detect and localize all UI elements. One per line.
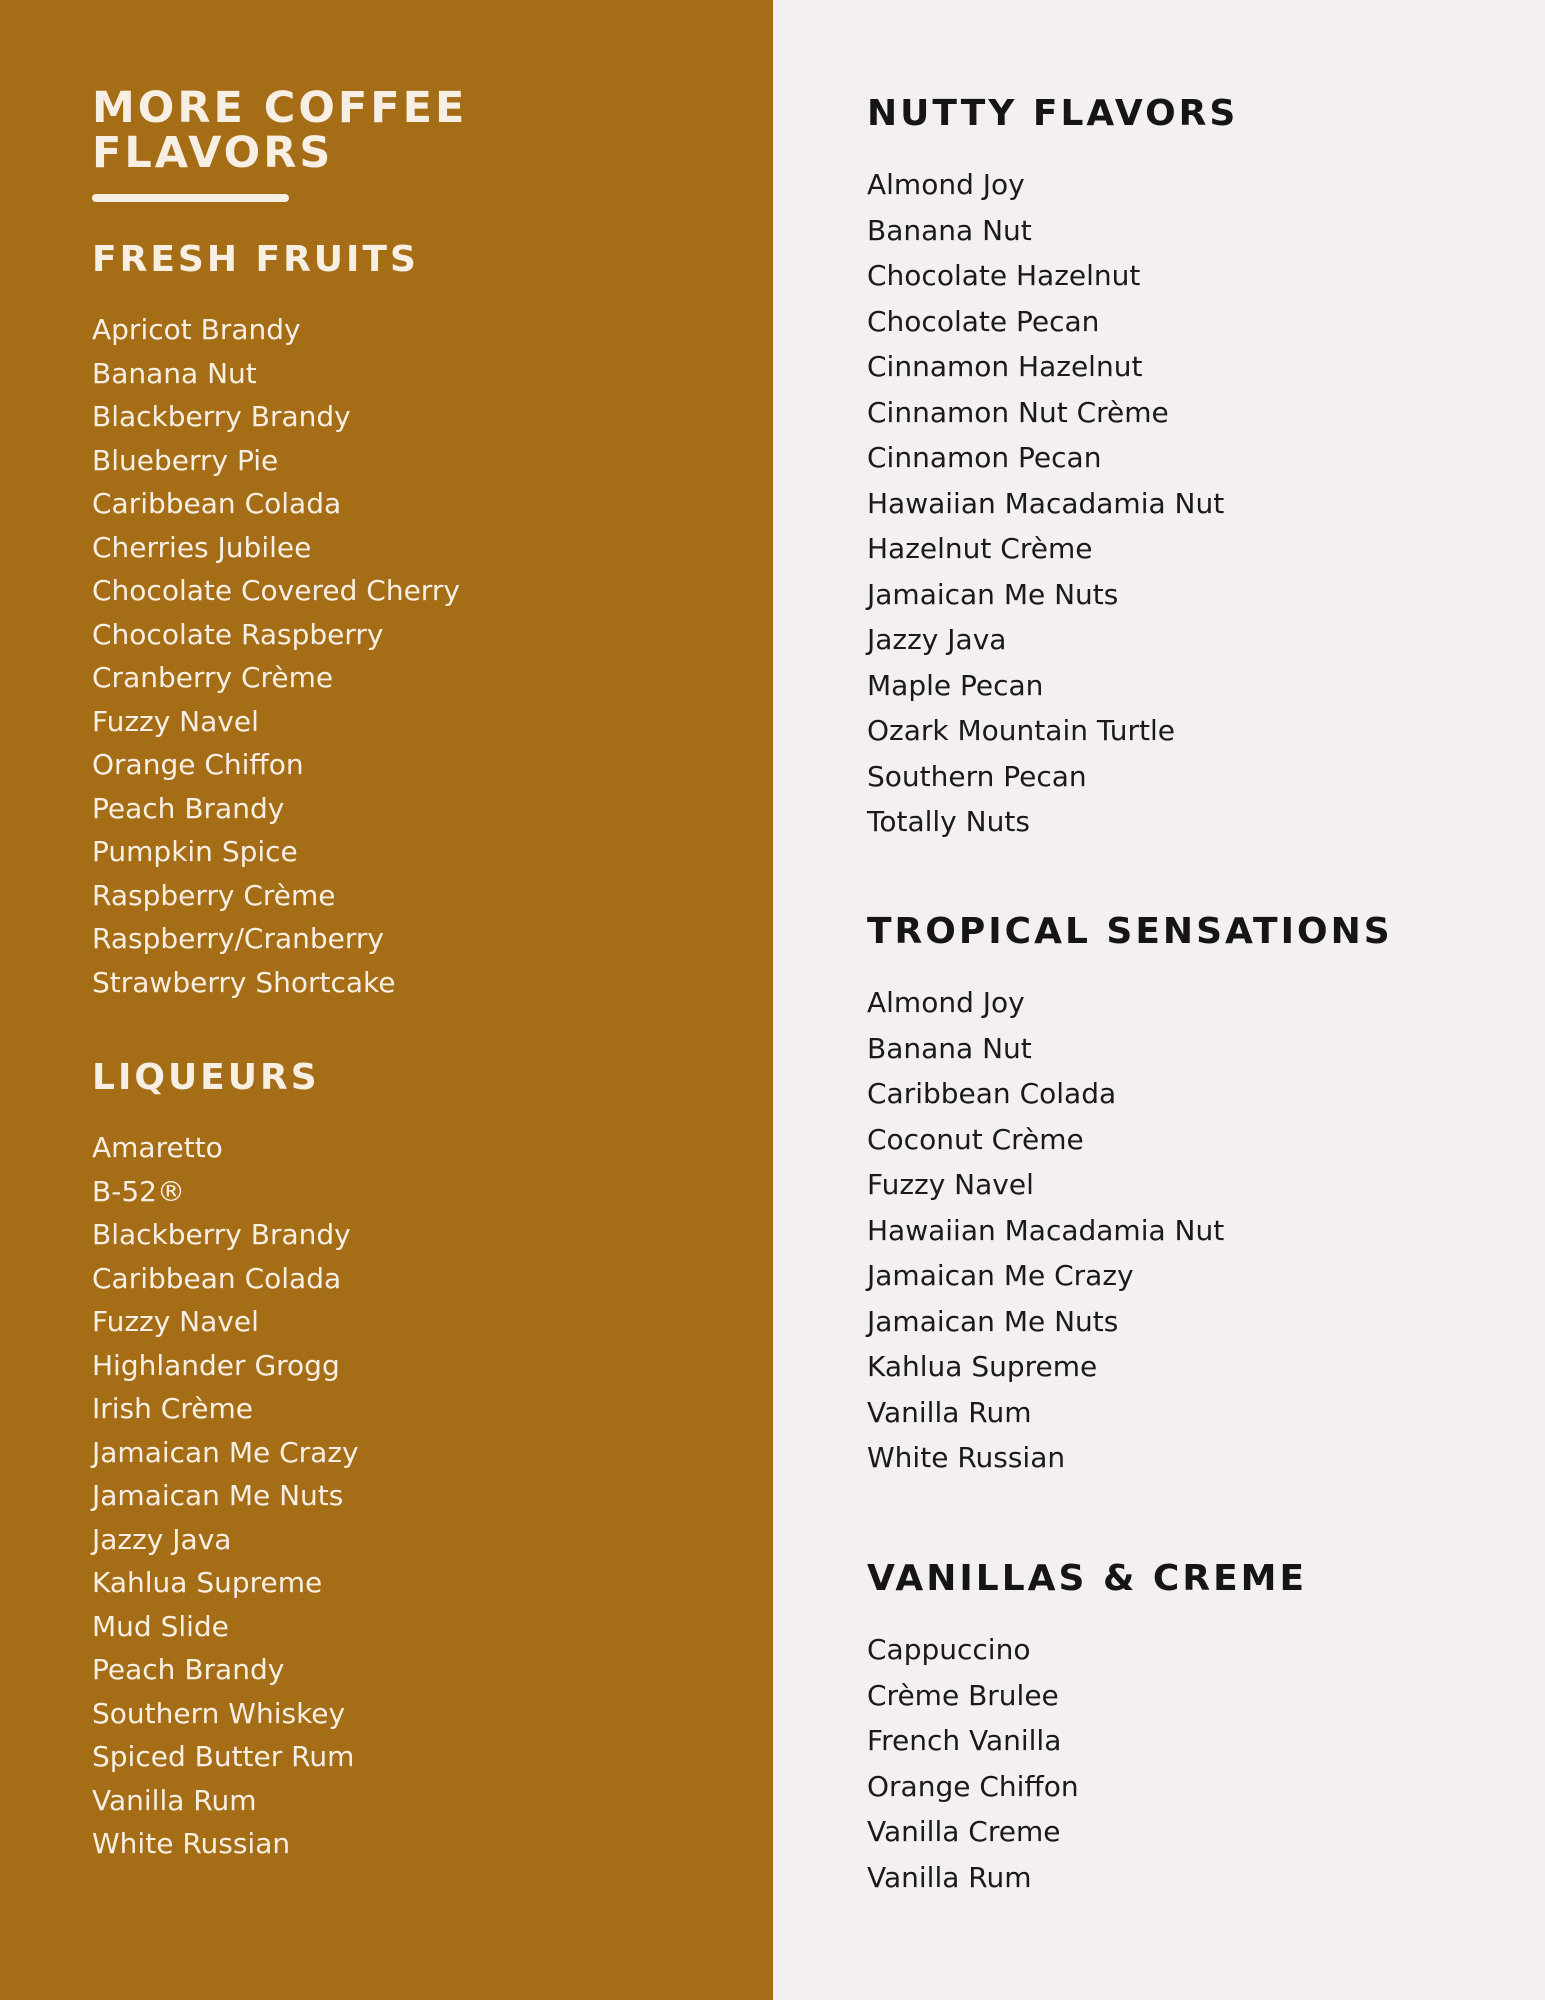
flavor-list-item: Cherries Jubilee bbox=[92, 530, 312, 564]
flavor-list-item: Blackberry Brandy bbox=[92, 400, 351, 433]
flavor-list-item: Fuzzy Navel bbox=[867, 1168, 1034, 1201]
flavor-list-item: Strawberry Shortcake bbox=[92, 965, 396, 999]
flavor-list-item: Jamaican Me Crazy bbox=[92, 1435, 359, 1469]
flavor-list-item: Hawaiian Macadamia Nut bbox=[867, 1213, 1225, 1247]
flavor-list-item: White Russian bbox=[92, 1827, 291, 1860]
flavor-list-item: Orange Chiffon bbox=[867, 1769, 1079, 1803]
flavor-list-item: French Vanilla bbox=[867, 1724, 1062, 1757]
flavor-list-item: Banana Nut bbox=[867, 1031, 1032, 1065]
nutty-flavors-section bbox=[867, 94, 1238, 845]
flavor-list-item: Fuzzy Navel bbox=[92, 704, 259, 738]
tropical-sensations-list bbox=[867, 980, 1393, 1481]
nutty-flavors-heading: NUTTY FLAVORS bbox=[867, 93, 1239, 134]
flavor-list-item: Spiced Butter Rum bbox=[92, 1740, 355, 1773]
vanillas-creme-section bbox=[867, 1559, 1307, 1900]
flavor-list-item: Cinnamon Hazelnut bbox=[867, 350, 1143, 383]
page-title bbox=[92, 83, 468, 178]
flavor-list-item: Jazzy Java bbox=[92, 1522, 232, 1556]
fresh-fruits-section bbox=[92, 240, 460, 1004]
flavor-list-item: Ozark Mountain Turtle bbox=[867, 714, 1175, 747]
flavor-list-item: Banana Nut bbox=[92, 356, 257, 390]
flavor-list-item: Caribbean Colada bbox=[867, 1077, 1117, 1110]
page-title-line-1: MORE COFFEE bbox=[92, 83, 468, 133]
flavor-list-item: Orange Chiffon bbox=[92, 748, 304, 781]
flavor-list-item: Banana Nut bbox=[867, 213, 1032, 247]
flavor-list-item: Maple Pecan bbox=[867, 668, 1044, 702]
vanillas-creme-list bbox=[867, 1627, 1307, 1900]
flavor-list-item: Vanilla Creme bbox=[867, 1815, 1061, 1848]
flavor-list-item: Crème Brulee bbox=[867, 1678, 1059, 1712]
title-underline-divider bbox=[92, 194, 289, 202]
flavor-list-item: Vanilla Rum bbox=[92, 1783, 257, 1817]
flavor-list-item: Southern Whiskey bbox=[92, 1696, 346, 1730]
flavor-list-item: Blackberry Brandy bbox=[92, 1218, 351, 1251]
flavor-list-item: Jamaican Me Nuts bbox=[867, 577, 1119, 611]
liqueurs-list bbox=[92, 1126, 359, 1866]
flavor-list-item: Peach Brandy bbox=[92, 791, 285, 825]
flavor-list-item: Jazzy Java bbox=[867, 623, 1007, 656]
flavor-list-item: Chocolate Covered Cherry bbox=[92, 574, 460, 607]
flavor-list-item: Pumpkin Spice bbox=[92, 835, 298, 868]
flavor-list-item: Southern Pecan bbox=[867, 759, 1087, 793]
flavor-list-item: Coconut Crème bbox=[867, 1122, 1084, 1156]
nutty-flavors-list bbox=[867, 162, 1238, 845]
flavor-list-item: Kahlua Supreme bbox=[867, 1350, 1098, 1383]
flavor-list-item: Hazelnut Crème bbox=[867, 532, 1093, 565]
flavor-list-item: Irish Crème bbox=[92, 1392, 253, 1425]
flavor-list-item: Totally Nuts bbox=[867, 805, 1030, 838]
flavor-list-item: Almond Joy bbox=[867, 168, 1025, 201]
flavor-list-item: Kahlua Supreme bbox=[92, 1566, 323, 1599]
flavor-list-item: Chocolate Pecan bbox=[867, 304, 1100, 338]
page-title-line-2: FLAVORS bbox=[92, 128, 334, 178]
flavor-list-item: Jamaican Me Nuts bbox=[92, 1479, 344, 1512]
flavor-list-item: B-52® bbox=[92, 1174, 185, 1208]
flavor-list-item: Blueberry Pie bbox=[92, 443, 279, 477]
liqueurs-heading: LIQUEURS bbox=[92, 1057, 320, 1098]
flavor-list-item: Mud Slide bbox=[92, 1609, 229, 1643]
flavor-list-item: Jamaican Me Nuts bbox=[867, 1304, 1119, 1338]
tropical-sensations-heading: TROPICAL SENSATIONS bbox=[867, 911, 1393, 952]
flavor-list-item: Hawaiian Macadamia Nut bbox=[867, 486, 1225, 520]
fresh-fruits-list bbox=[92, 308, 460, 1004]
flavor-list-item: Chocolate Raspberry bbox=[92, 617, 384, 651]
flavor-list-item: Highlander Grogg bbox=[92, 1348, 340, 1382]
flavor-list-item: Cinnamon Pecan bbox=[867, 441, 1102, 474]
vanillas-creme-heading: VANILLAS & CREME bbox=[867, 1558, 1308, 1599]
flavor-list-item: Peach Brandy bbox=[92, 1653, 285, 1686]
fresh-fruits-heading: FRESH FRUITS bbox=[92, 239, 419, 280]
flavor-list-item: Vanilla Rum bbox=[867, 1860, 1032, 1894]
liqueurs-section bbox=[92, 1058, 359, 1866]
flavor-list-item: Cappuccino bbox=[867, 1633, 1031, 1666]
flavor-list-item: Chocolate Hazelnut bbox=[867, 259, 1141, 292]
flavor-list-item: Amaretto bbox=[92, 1131, 223, 1164]
flavor-list-item: Cranberry Crème bbox=[92, 661, 334, 694]
flavor-list-item: White Russian bbox=[867, 1441, 1066, 1474]
flavor-list-item: Jamaican Me Crazy bbox=[867, 1259, 1134, 1292]
flavor-list-item: Caribbean Colada bbox=[92, 487, 342, 520]
right-panel bbox=[773, 0, 1545, 2000]
flavor-list-item: Vanilla Rum bbox=[867, 1395, 1032, 1429]
flavor-list-item: Raspberry Crème bbox=[92, 878, 336, 912]
flavor-list-item: Almond Joy bbox=[867, 986, 1025, 1019]
tropical-sensations-section bbox=[867, 912, 1393, 1481]
flavor-list-item: Raspberry/Cranberry bbox=[92, 922, 384, 955]
flavor-list-item: Apricot Brandy bbox=[92, 313, 301, 346]
flavor-list-item: Caribbean Colada bbox=[92, 1261, 342, 1295]
flavor-list-item: Cinnamon Nut Crème bbox=[867, 395, 1169, 429]
flavor-list-item: Fuzzy Navel bbox=[92, 1305, 259, 1338]
